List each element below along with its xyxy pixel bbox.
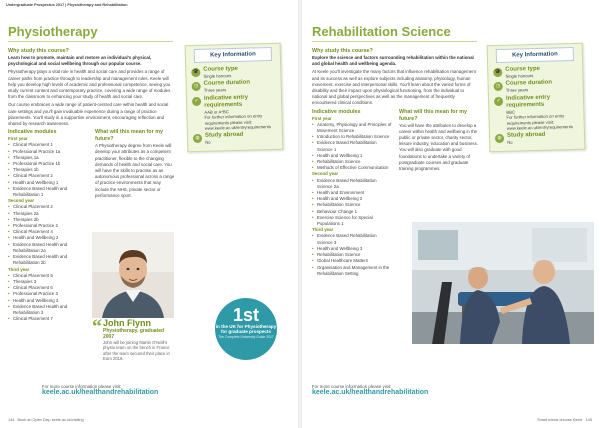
quote-mark-icon: “ (92, 316, 102, 338)
clock-icon: ◷ (192, 82, 201, 91)
module-item: • Evidence Based Health and Rehabilitation 2b (8, 254, 89, 266)
module-item: • Clinical Placement 4 (8, 229, 89, 235)
module-item: • Clinical Placement 6 (8, 285, 89, 291)
year-heading: Third year (8, 266, 30, 272)
module-item: • Therapies 2b (8, 217, 89, 223)
running-header: Undergraduate Prospectus 2017 | Physiotherapy and Rehabilitation (6, 3, 128, 7)
key-info-value: Three years (505, 87, 529, 94)
module-item: • Evidence Based Health and Rehabilitation 2a (8, 242, 89, 254)
module-item: • Exercise Science for Special Populations 1 (312, 215, 393, 227)
module-item: • Therapies 3 (8, 279, 89, 285)
module-item: • Evidence Based Rehabilitation Science 1 (312, 140, 393, 152)
right-page (302, 0, 600, 428)
module-item: • Professional Practice 1b (8, 161, 89, 167)
module-item: • Introduction to Rehabilitation Science (312, 134, 393, 140)
page-number: 145 (585, 418, 592, 422)
checklist-icon: ✓ (494, 97, 503, 106)
module-item: • Anatomy, Physiology and Principles of Movement Science (312, 122, 393, 134)
key-info-title: Indicative entry requirements (203, 94, 249, 109)
key-info-value: No (205, 140, 211, 146)
key-info-note: For further information on entry requirements please visit: www.keele.ac.uk/entryrequirements (506, 113, 573, 131)
key-info-item (187, 93, 282, 133)
ranking-number: 1st (232, 305, 259, 325)
rehabilitation-photo (412, 222, 594, 344)
module-item: • Behaviour Change 1 (312, 209, 393, 215)
key-info-value: BBC (506, 109, 516, 115)
graduate-quote-text: John will be joining Martin O'Neill's physio team on the bench in France after the team secured their place in Euro 2016. (103, 340, 170, 362)
year-heading: Second year (8, 198, 35, 204)
key-info-title: Course type (203, 65, 239, 73)
key-info-value: No (507, 140, 513, 146)
module-item: • Clinical Placement 1 (8, 142, 89, 148)
module-item: • Clinical Placement 2 (8, 204, 89, 210)
year-heading: First year (8, 136, 28, 142)
key-info-title: Course duration (505, 79, 553, 88)
key-info-note: For further information on entry requirements please visit: www.keele.ac.uk/entryrequirements (204, 113, 271, 131)
future-heading: What will this mean for my future? (399, 108, 467, 122)
module-item: • Rehabilitation Science (312, 159, 393, 165)
footer-text: Smart minds choose Keele (537, 418, 583, 422)
checklist-icon: ✓ (192, 97, 201, 106)
page-title: Physiotherapy (8, 24, 98, 39)
future-text: A Physiotherapy degree from Keele will develop your attributes as a competent practitioner, flexible to the changing demands of health and social care. You will have the skills to practise as an autonomous professional across a range of practice environments that may include the NHS, private sector or performance sport. (95, 143, 175, 198)
indicative-modules (8, 129, 89, 322)
title-rule (312, 41, 477, 42)
modules-heading: Indicative modules (8, 129, 57, 136)
indicative-modules (312, 109, 393, 277)
key-info-title: Indicative entry requirements (505, 94, 551, 109)
key-info-value: AAB or A*BC (204, 108, 229, 115)
module-item: • Clinical Placement 7 (8, 316, 89, 322)
module-item: • Therapies 2a (8, 211, 89, 217)
module-item: • Health and Wellbeing 3 (312, 246, 393, 252)
more-info (42, 384, 158, 396)
key-information-heading: Key Information (496, 47, 574, 63)
graduate-quote (103, 318, 175, 362)
module-item: • Health and Wellbeing 3 (8, 298, 89, 304)
more-info-link[interactable]: keele.ac.uk/healthandrehabilitation (312, 389, 429, 396)
graduation-icon: 🎓 (493, 68, 502, 77)
module-item: • Global Healthcare Matters (312, 258, 393, 264)
module-item: • Professional Practice 1a (8, 149, 89, 155)
module-item: • Clinical Placement 2 (8, 173, 89, 179)
page-footer (8, 418, 84, 422)
key-info-value: Single honours (203, 73, 232, 79)
graduate-photo (92, 232, 174, 318)
key-info-title: Course type (505, 65, 541, 73)
key-info-value: Single honours (505, 73, 534, 79)
graduation-icon: 🎓 (191, 68, 200, 77)
key-information-card (185, 43, 284, 152)
module-item: • Health and Wellbeing 1 (8, 180, 89, 186)
module-item: • Health and Wellbeing 2 (312, 196, 393, 202)
key-info-title: Study abroad (204, 132, 244, 140)
left-page (0, 0, 298, 428)
year-heading: Third year (312, 227, 334, 233)
year-heading: Second year (312, 171, 339, 177)
lead-text: Explore the science and factors surrounding rehabilitation within the national and global health and wellbeing agenda. (312, 55, 474, 67)
why-heading: Why study this course? (312, 48, 373, 54)
lead-text: Learn how to promote, maintain and restore an individual's physical, psychological and social wellbeing through our popular course. (8, 55, 152, 67)
body-paragraph: At Keele you'll investigate the many factors that influence rehabilitation management and its success as well as explore subjects including anatomy, physiology, human movement, exercise and interpersonal skills. You'll learn about the varied forms of disability and their impact upon physiological functioning, from the individual to national and global perspectives as well as the management of frequently encountered clinical conditions. (312, 69, 476, 106)
future-text: You will have the attributes to develop a career within health and wellbeing in the public or private sector, charity sector, leisure industry, education and business. You will also graduate with good foundations to undertake a variety of postgraduate courses and graduate training programmes. (399, 122, 478, 172)
footer-text: Book an Open Day: keele.ac.uk/visiting (17, 418, 84, 422)
clock-icon: ◷ (494, 82, 503, 91)
body-paragraph: Our course embraces a wide range of patient-centred care within health and social care settings and you'll gain invaluable experience during a range of practice placements. You'll study in a supportive environment, encouraging reflection and shared by research awareness. (8, 102, 169, 127)
module-item: • Rehabilitation Science (312, 202, 393, 208)
module-item: • Evidence Based Health and Rehabilitation 3 (8, 304, 89, 316)
why-heading: Why study this course? (8, 48, 69, 54)
title-rule (8, 41, 173, 42)
module-item: • Methods of Effective Communication (312, 165, 393, 171)
key-info-title: Course duration (203, 79, 251, 88)
modules-heading: Indicative modules (312, 108, 361, 115)
future-heading: What will this mean for my future? (95, 129, 163, 143)
module-item: • Health and Wellbeing 1 (312, 153, 393, 159)
module-item: • Rehabilitation Science (312, 252, 393, 258)
module-item: • Therapies 1a (8, 155, 89, 161)
key-info-item (490, 130, 584, 147)
globe-icon: ◍ (193, 134, 202, 143)
page-footer (537, 418, 592, 422)
year-heading: First year (312, 115, 332, 121)
ranking-badge (215, 298, 277, 360)
module-item: • Health and Environment (312, 190, 393, 196)
module-item: • Evidence Based Health and Rehabilitation 1 (8, 186, 89, 198)
page-title: Rehabilitation Science (312, 24, 451, 39)
more-info-link[interactable]: keele.ac.uk/healthandrehabilitation (42, 389, 159, 396)
more-info (312, 384, 428, 396)
page-number: 144 (8, 418, 15, 422)
graduate-name: John Flynn (103, 318, 151, 328)
key-information-card (487, 43, 586, 152)
module-item: • Professional Practice 3 (8, 291, 89, 297)
ranking-text: in the UK for Physiotherapy for graduate prospects (215, 324, 277, 335)
globe-icon: ◍ (495, 134, 504, 143)
key-info-item (489, 93, 584, 133)
module-item: • Therapies 1b (8, 167, 89, 173)
module-item: • Organisation and Management in the Rehabilitation Setting (312, 265, 393, 277)
rehabilitation-scene-illustration (412, 222, 594, 344)
body-paragraph: Physiotherapy plays a vital role in health and social care and provides a range of career paths from practice through to leadership and management roles. Keele will help you develop high levels of academic and professional competence, seeing you study current content and contemporary practice, covering a wide range of modules from the classroom to enhancing your study of health and social care. (8, 69, 171, 100)
portrait-illustration (92, 232, 174, 318)
module-item: • Evidence Based Rehabilitation Science 3 (312, 233, 393, 245)
module-item: • Evidence Based Rehabilitation Science 2a (312, 178, 393, 190)
key-information-heading: Key Information (194, 47, 272, 63)
key-info-item (188, 130, 282, 147)
ranking-source: The Complete University Guide 2017 (218, 334, 274, 339)
module-item: • Health and Wellbeing 2 (8, 235, 89, 241)
module-item: • Professional Practice 2 (8, 223, 89, 229)
key-info-value: Three years (203, 87, 227, 94)
graduate-role: Physiotherapy, graduated 2007 (103, 328, 165, 340)
module-item: • Clinical Placement 5 (8, 273, 89, 279)
more-info-label: For more course information please visit: (312, 384, 392, 389)
more-info-label: For more course information please visit: (42, 384, 122, 389)
key-info-title: Study abroad (506, 132, 546, 140)
